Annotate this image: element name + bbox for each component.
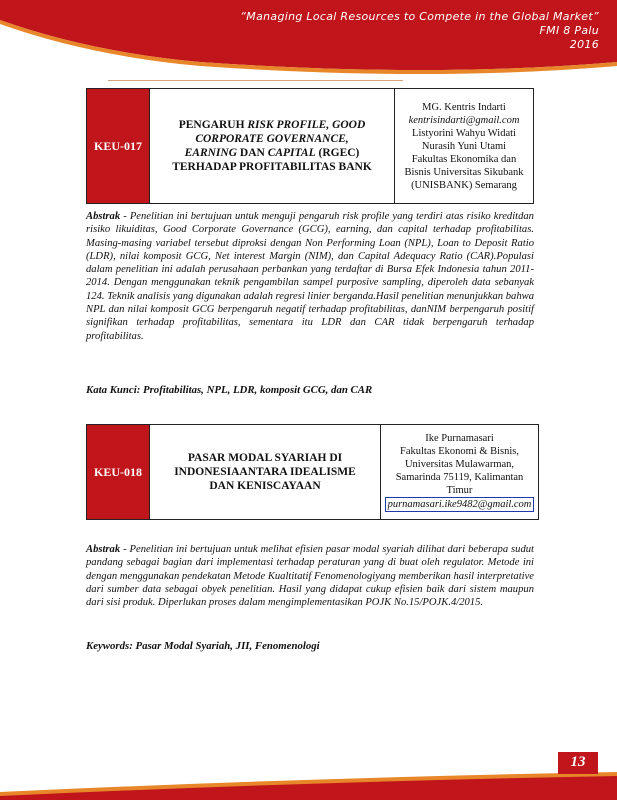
author-affiliation: Timur	[446, 485, 473, 496]
header-divider	[108, 80, 403, 81]
title-line: INDONESIAANTARA IDEALISME	[174, 466, 356, 478]
author-name: Listyorini Wahyu Widati	[412, 127, 516, 139]
page-footer	[0, 740, 617, 800]
title-line: PASAR MODAL SYARIAH DI	[187, 452, 343, 464]
abstract-paragraph	[86, 210, 534, 343]
author-affiliation: Fakultas Ekonomika dan	[411, 153, 517, 165]
author-affiliation: Samarinda 75119, Kalimantan	[395, 472, 524, 483]
keywords-line: Kata Kunci: Profitabilitas, NPL, LDR, komposit GCG, dan CAR	[86, 384, 373, 396]
author-affiliation: (UNISBANK) Semarang	[411, 179, 517, 191]
paper-code: KEU-017	[87, 89, 150, 204]
conference-tagline	[240, 10, 599, 52]
author-name: Ike Purnamasari	[425, 433, 494, 444]
abstract-text: - Penelitian ini bertujuan untuk melihat efisien pasar modal syariah dilihat dari beberapa sudut pandang sebagai bagian dari implementasi terhadap peraturan yang di buat oleh regulator. Metode ini dengan menggunakan pendekatan Metode Kualtitatif Fenomenologiyang memberikan hasil interpretative dari sumber data sebagai obyek penelitian. Hasil yang didapat cukup efisien baik dari sistem maupun dari sisi produk. Diperlukan proses dalam mengimplementasikan POJK No.15/POJK.4/2015.	[86, 544, 534, 609]
paper-authors	[381, 425, 539, 520]
paper-authors	[395, 89, 534, 204]
author-affiliation: Bisnis Universitas Sikubank	[404, 166, 524, 178]
tagline-line: “Managing Local Resources to Compete in the Global Market”	[240, 10, 599, 23]
paper-title: PENGARUH RISK PROFILE, GOOD CORPORATE GOVERNANCE, EARNING DAN CAPITAL (RGEC) TERHADAP PROFITABILITAS BANK	[150, 89, 395, 204]
author-affiliation: Universitas Mulawarman,	[404, 459, 515, 470]
title-line: DAN KENISCAYAAN	[209, 480, 321, 492]
tagline-event: FMI 8 Palu	[539, 24, 599, 37]
tagline-year: 2016	[569, 38, 599, 51]
paper-title	[150, 425, 381, 520]
author-email[interactable]: kentrisindarti@gmail.com	[408, 114, 520, 126]
author-name: Nurasih Yuni Utami	[421, 140, 507, 152]
footer-wave-graphic	[0, 740, 617, 800]
page-header	[0, 0, 617, 80]
abstract-label: Abstrak	[86, 211, 121, 222]
author-name: MG. Kentris Indarti	[422, 101, 506, 113]
abstract-paragraph	[86, 543, 534, 609]
paper-entry-table	[86, 88, 534, 204]
author-email[interactable]: purnamasari.ike9482@gmail.com	[385, 497, 535, 512]
keywords-line: Keywords: Pasar Modal Syariah, JII, Fenomenologi	[86, 640, 320, 652]
page-number: 13	[570, 754, 586, 770]
abstract-label: Abstrak	[86, 544, 121, 555]
paper-entry-table	[86, 424, 539, 520]
author-affiliation: Fakultas Ekonomi & Bisnis,	[399, 446, 519, 457]
paper-code: KEU-018	[87, 425, 150, 520]
abstract-text: - Penelitian ini bertujuan untuk menguji pengaruh risk profile yang terdiri atas risiko kreditdan risiko likuiditas, Good Corporate Governance (GCG), earning, dan capital terhadap profitabilitas. Masing-masing variabel tersebut diproksi dengan Non Performing Loan (NPL), Loan to Deposit Ratio (LDR), nilai komposit GCG, Net interest Margin (NIM), dan Capital Adequacy Ratio (CAR).Populasi dalam penelitian ini adalah perusahaan perbankan yang terdaftar di Bursa Efek Indonesia tahun 2011-2014. Dengan menggunakan teknik pengambilan sampel purposive sampling, diperoleh data sebanyak 124. Teknik analisis yang digunakan adalah regresi linier berganda.Hasil penelitian menunjukkan bahwa NPL dan nilai komposit GCG berpengaruh negatif terhadap profitabilitas, danNIM berpengaruh positif signifikan terhadap profitabilitas, sementara itu LDR dan CAR tidak berpengaruh terhadap profitabilitas.	[86, 211, 534, 342]
